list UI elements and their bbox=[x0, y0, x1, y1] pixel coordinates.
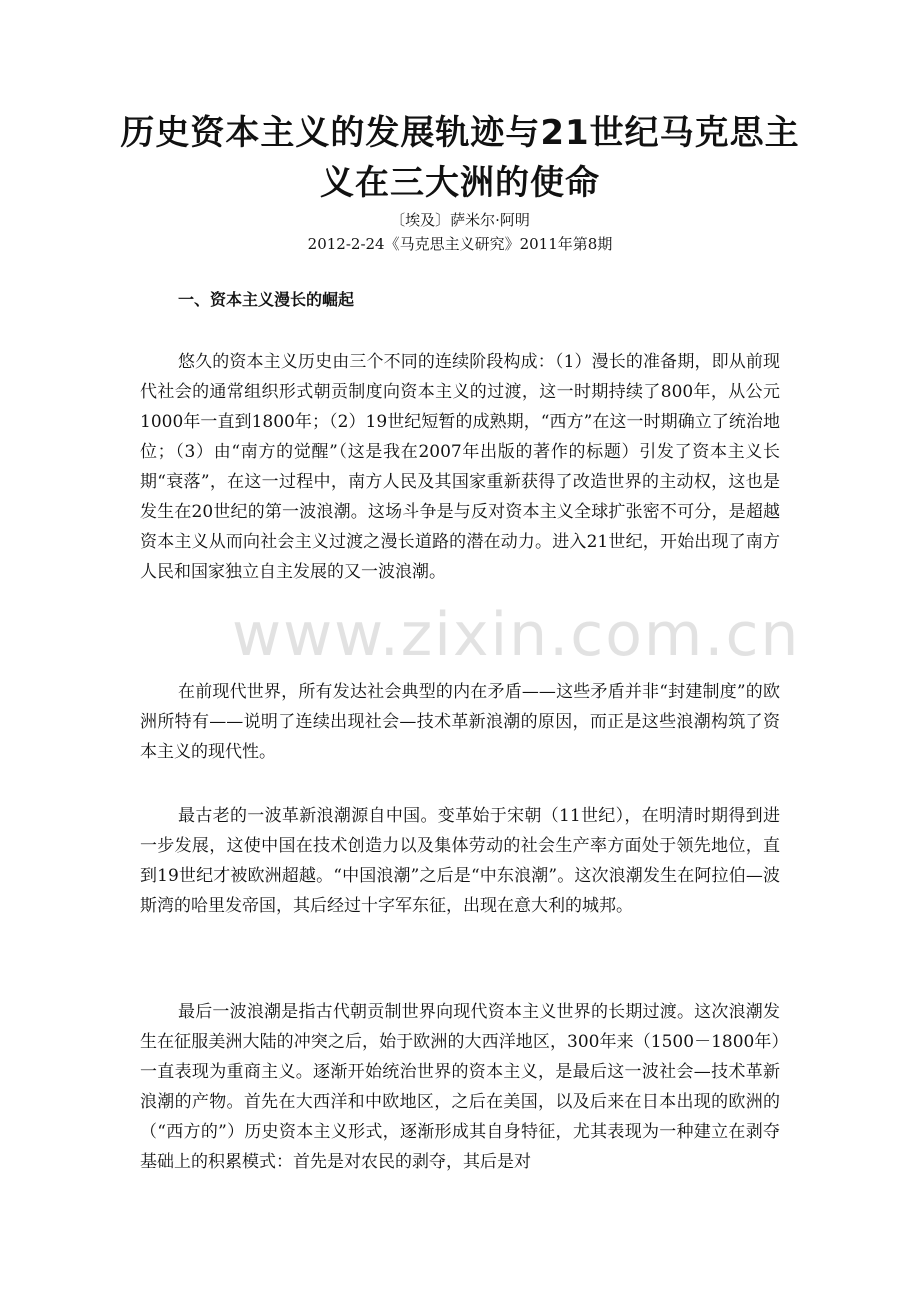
author-line: 〔埃及〕萨米尔·阿明 bbox=[390, 211, 530, 229]
body-paragraph: 最古老的一波革新浪潮源自中国。变革始于宋朝（11世纪），在明清时期得到进一步发展，这使中国在技术创造力以及集体劳动的社会生产率方面处于领先地位，直到19世纪才被欧洲超越。“中国浪潮”之后是“中东浪潮”。这次浪潮发生在阿拉伯—波斯湾的哈里发帝国，其后经过十字军东征，出现在意大利的城邦。 bbox=[140, 806, 780, 916]
source-line: 2012-2-24《马克思主义研究》2011年第8期 bbox=[307, 235, 613, 253]
section-heading: 一、资本主义漫长的崛起 bbox=[178, 290, 355, 309]
body-paragraph: 在前现代世界，所有发达社会典型的内在矛盾——这些矛盾并非“封建制度”的欧洲所特有——说明了连续出现社会—技术革新浪潮的原因，而正是这些浪潮构筑了资本主义的现代性。 bbox=[140, 682, 780, 762]
body-paragraph: 最后一波浪潮是指古代朝贡制世界向现代资本主义世界的长期过渡。这次浪潮发生在征服美洲大陆的冲突之后，始于欧洲的大西洋地区，300年来（1500－1800年）一直表现为重商主义。逐渐开始统治世界的资本主义，是最后这一波社会—技术革新浪潮的产物。首先在大西洋和中欧地区，之后在美国，以及后来在日本出现的欧洲的（“西方的”）历史资本主义形式，逐渐形成其自身特征，尤其表现为一种建立在剥夺基础上的积累模式：首先是对农民的剥夺，其后是对 bbox=[140, 1002, 780, 1172]
document-title: 历史资本主义的发展轨迹与21世纪马克思主义在三大洲的使命 bbox=[120, 113, 800, 203]
watermark: www.zixin.com.cn bbox=[232, 600, 801, 670]
body-paragraph: 悠久的资本主义历史由三个不同的连续阶段构成：（1）漫长的准备期，即从前现代社会的通常组织形式朝贡制度向资本主义的过渡，这一时期持续了800年，从公元1000年一直到1800年；（2）19世纪短暂的成熟期，“西方”在这一时期确立了统治地位；（3）由“南方的觉醒”（这是我在2007年出版的著作的标题）引发了资本主义长期“衰落”，在这一过程中，南方人民及其国家重新获得了改造世界的主动权，这也是发生在20世纪的第一波浪潮。这场斗争是与反对资本主义全球扩张密不可分，是超越资本主义从而向社会主义过渡之漫长道路的潜在动力。进入21世纪，开始出现了南方人民和国家独立自主发展的又一波浪潮。 bbox=[140, 352, 780, 582]
